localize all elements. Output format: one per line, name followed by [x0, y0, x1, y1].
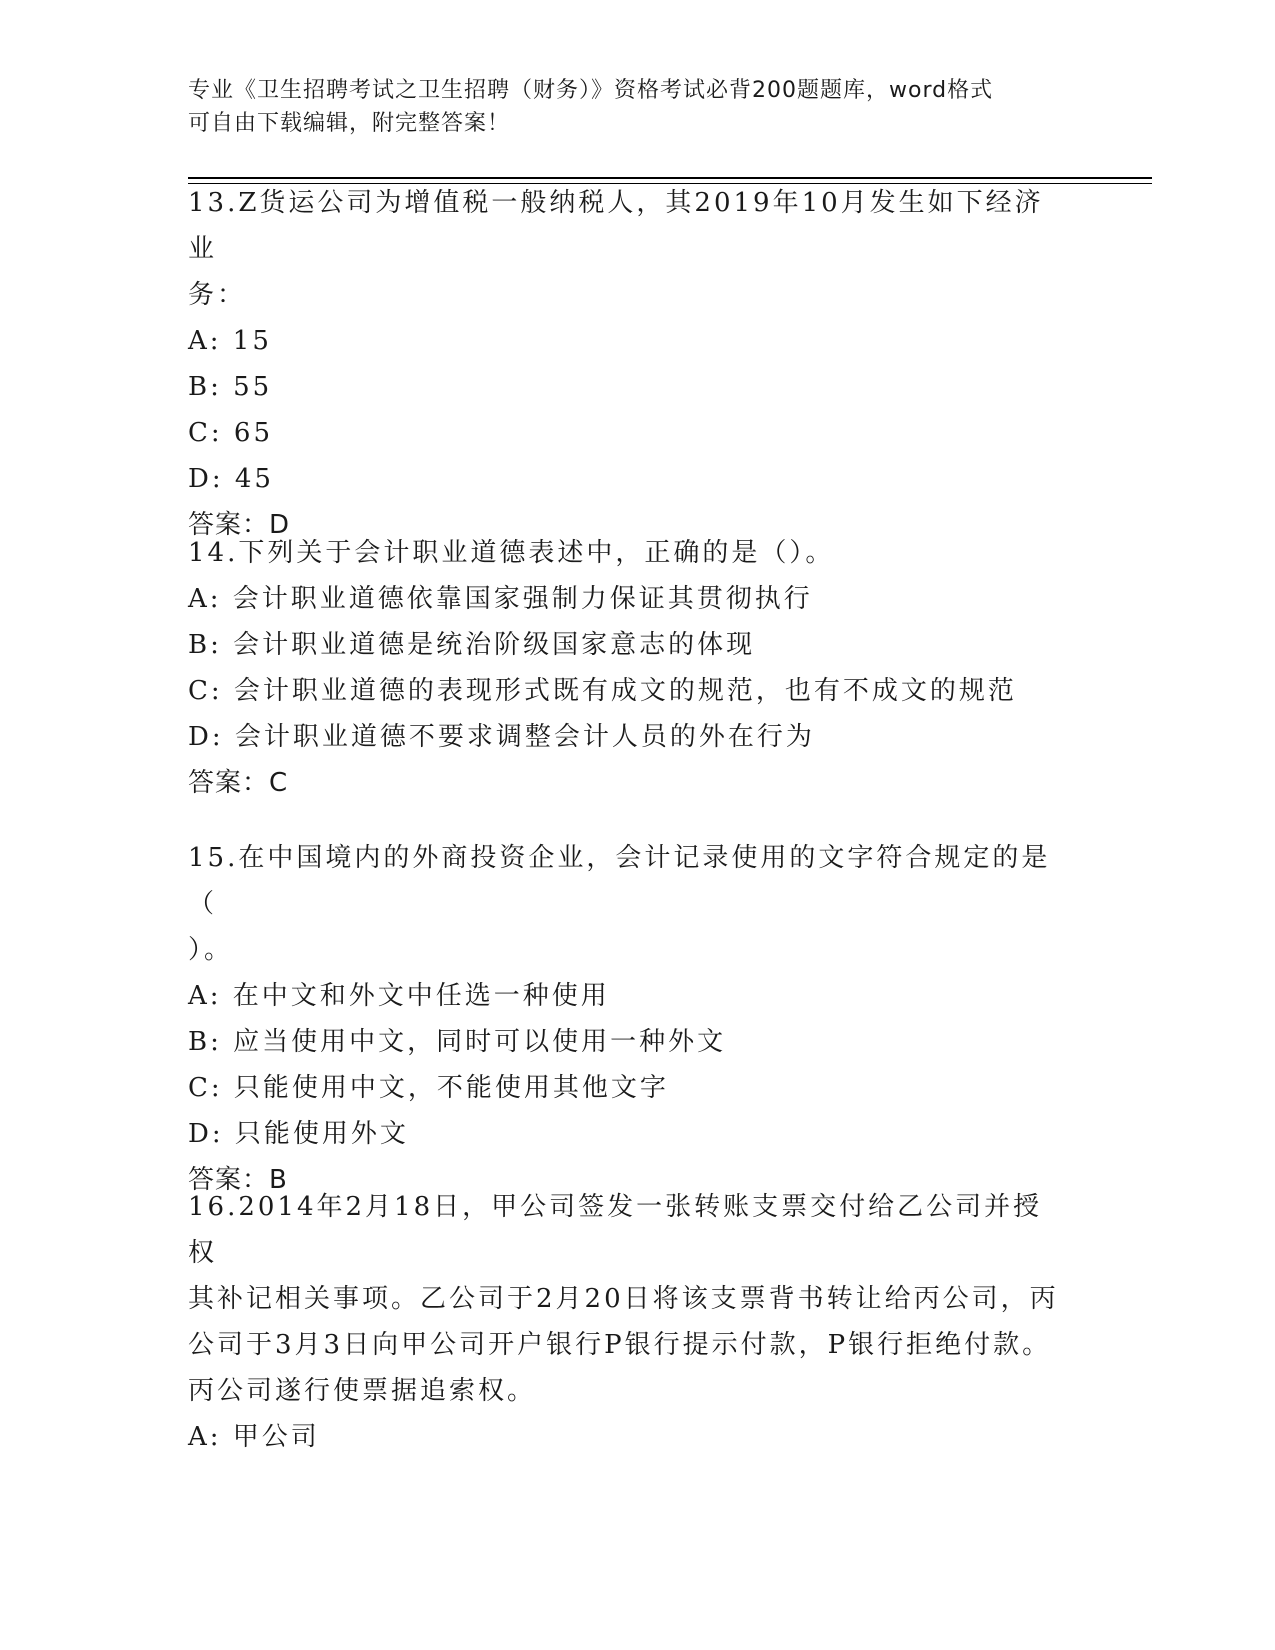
option-d: D: 会计职业道德不要求调整会计人员的外在行为: [188, 722, 815, 752]
question-stem-line: 16.2014年2月18日，甲公司签发一张转账支票交付给乙公司并授权: [188, 1192, 1043, 1268]
answer: 答案：D: [188, 510, 291, 540]
document-header: [188, 74, 1068, 140]
header-line-2: 可自由下载编辑，附完整答案！: [188, 111, 511, 136]
option-a: A: 甲公司: [188, 1422, 320, 1452]
option-a: A: 在中文和外文中任选一种使用: [188, 981, 610, 1011]
question-stem-line: 其补记相关事项。乙公司于2月20日将该支票背书转让给丙公司，丙: [188, 1284, 1059, 1314]
question-15: [188, 835, 1068, 1203]
header-rule-thick: [188, 177, 1152, 179]
option-b: B: 应当使用中文，同时可以使用一种外文: [188, 1027, 727, 1057]
option-c: C: 只能使用中文，不能使用其他文字: [188, 1073, 669, 1103]
option-a: A: 15: [188, 326, 272, 356]
question-stem-line: 13.Z货运公司为增值税一般纳税人，其2019年10月发生如下经济业: [188, 188, 1044, 264]
option-b: B: 会计职业道德是统治阶级国家意志的体现: [188, 630, 756, 660]
answer: 答案：C: [188, 768, 289, 798]
header-line-1: 专业《卫生招聘考试之卫生招聘（财务）》资格考试必背200题题库，word格式: [188, 78, 994, 103]
question-stem-line: ）。: [188, 935, 234, 965]
answer: 答案：B: [188, 1165, 288, 1195]
option-c: C: 会计职业道德的表现形式既有成文的规范，也有不成文的规范: [188, 676, 1017, 706]
option-a: A: 会计职业道德依靠国家强制力保证其贯彻执行: [188, 584, 813, 614]
question-stem-line: 丙公司遂行使票据追索权。: [188, 1376, 537, 1406]
question-stem-line: 14.下列关于会计职业道德表述中，正确的是（）。: [188, 538, 835, 568]
option-d: D: 45: [188, 464, 274, 494]
question-stem-line: 公司于3月3日向甲公司开户银行P银行提示付款，P银行拒绝付款。: [188, 1330, 1052, 1360]
option-b: B: 55: [188, 372, 273, 402]
question-13: [188, 180, 1068, 548]
question-16: [188, 1184, 1068, 1460]
question-14: [188, 530, 1068, 806]
question-stem-line: 务：: [188, 280, 247, 310]
option-c: C: 65: [188, 418, 274, 448]
option-d: D: 只能使用外文: [188, 1119, 409, 1149]
question-stem-line: 15.在中国境内的外商投资企业，会计记录使用的文字符合规定的是（: [188, 843, 1051, 919]
